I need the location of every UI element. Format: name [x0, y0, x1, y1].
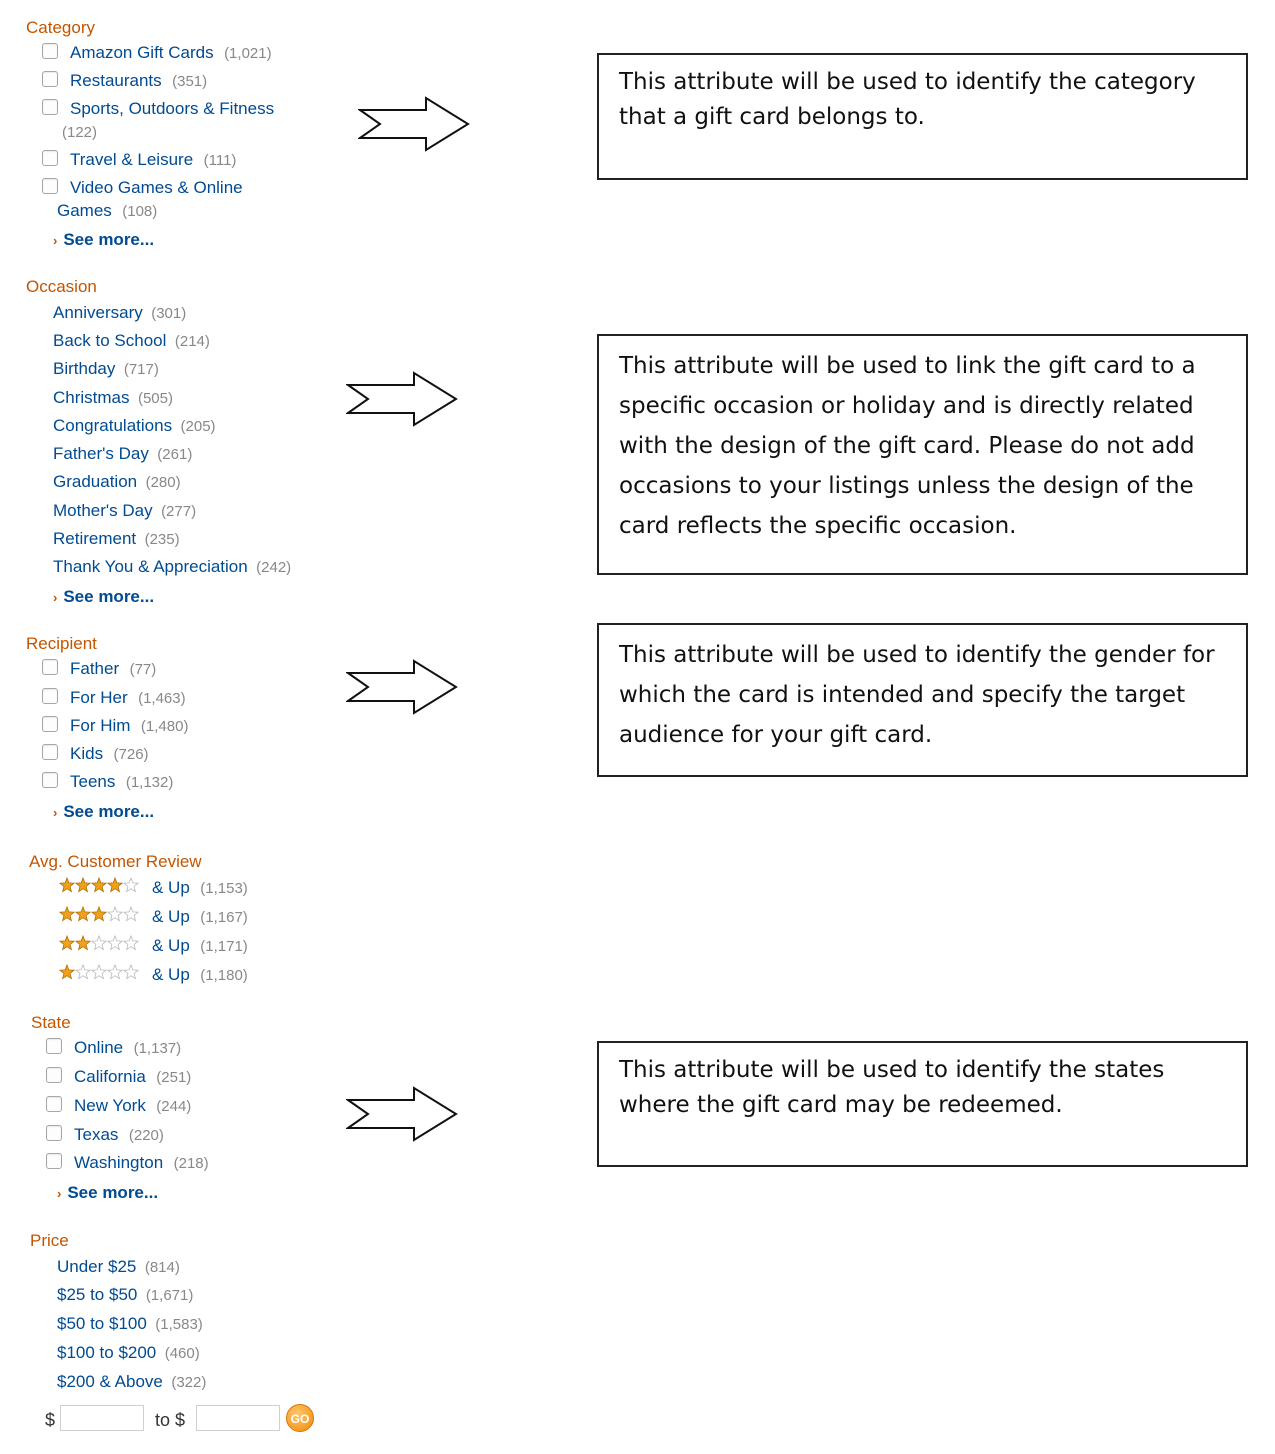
star-rating-icon[interactable]	[59, 935, 139, 951]
go-button[interactable]: GO	[286, 1404, 314, 1432]
annotation-line: audience for your gift card.	[619, 722, 933, 748]
item-label[interactable]: Restaurants	[70, 71, 162, 90]
see-more-link[interactable]: See more...	[63, 802, 155, 821]
item-count: (726)	[113, 746, 149, 763]
item-label[interactable]: Christmas	[53, 388, 130, 407]
item-count: (814)	[144, 1259, 180, 1276]
item-count: (1,132)	[125, 774, 174, 791]
right-arrow-icon	[358, 96, 472, 152]
star-filled-icon	[76, 907, 90, 921]
occasion-item-birthday[interactable]	[53, 359, 159, 379]
star-filled-icon	[92, 878, 106, 892]
state-item-new-york[interactable]	[74, 1096, 191, 1116]
recipient-item-for-him[interactable]	[70, 716, 188, 736]
item-label[interactable]: & Up	[152, 878, 190, 897]
star-filled-icon	[60, 936, 74, 950]
item-label[interactable]: Thank You & Appreciation	[53, 557, 248, 576]
item-count: (1,153)	[200, 880, 248, 897]
recipient-annotation-box	[597, 623, 1248, 777]
annotation-line: occasions to your listings unless the design of the	[619, 473, 1194, 499]
star-empty-icon	[92, 965, 106, 979]
checkbox[interactable]	[42, 688, 58, 704]
star-filled-icon	[60, 907, 74, 921]
star-filled-icon	[60, 965, 74, 979]
recipient-item-for-her[interactable]	[70, 688, 186, 708]
annotation-line: This attribute will be used to link the gift card to a	[619, 353, 1196, 379]
chevron-right-icon: ›	[53, 590, 58, 605]
price-item-25-to-50[interactable]	[57, 1285, 193, 1305]
star-empty-icon	[92, 936, 106, 950]
item-count: (277)	[161, 503, 197, 520]
item-count: (261)	[157, 446, 193, 463]
category-item-amazon-gift-cards[interactable]	[70, 43, 272, 63]
checkbox[interactable]	[46, 1153, 62, 1169]
price-item-100-to-200[interactable]	[57, 1343, 200, 1363]
star-filled-icon	[76, 878, 90, 892]
item-count: (108)	[122, 203, 158, 220]
recipient-see-more[interactable]	[53, 802, 154, 822]
star-rating-icon[interactable]	[59, 877, 139, 893]
item-label[interactable]: $25 to $50	[57, 1285, 138, 1304]
item-label[interactable]: Birthday	[53, 359, 116, 378]
star-empty-icon	[124, 907, 138, 921]
checkbox[interactable]	[42, 178, 58, 194]
star-rating-icon[interactable]	[59, 964, 139, 980]
chevron-right-icon: ›	[53, 805, 58, 820]
category-item-sports[interactable]: Sports, Outdoors & Fitness	[70, 99, 275, 118]
item-count: (111)	[203, 152, 237, 169]
review-item-3-stars[interactable]	[152, 907, 248, 927]
annotation-line: card reflects the specific occasion.	[619, 513, 1017, 539]
occasion-header: Occasion	[26, 277, 97, 296]
item-label[interactable]: Back to School	[53, 331, 167, 350]
item-count: (717)	[123, 361, 159, 378]
item-count: (122)	[62, 124, 98, 141]
item-label[interactable]: Retirement	[53, 529, 137, 548]
checkbox[interactable]	[46, 1096, 62, 1112]
item-label[interactable]: Graduation	[53, 472, 138, 491]
category-item-restaurants[interactable]	[70, 71, 207, 91]
item-count: (1,021)	[224, 45, 272, 62]
state-item-online[interactable]	[74, 1038, 181, 1058]
star-filled-icon	[92, 907, 106, 921]
item-label[interactable]: For Her	[70, 688, 128, 707]
annotation-line: This attribute will be used to identify the category	[619, 69, 1196, 95]
occasion-item-retirement[interactable]	[53, 529, 180, 549]
checkbox[interactable]	[42, 71, 58, 87]
state-header: State	[31, 1013, 71, 1032]
category-item-video-games[interactable]: Video Games & Online	[70, 178, 243, 197]
item-count: (1,463)	[138, 690, 186, 707]
item-label[interactable]: Kids	[70, 744, 104, 763]
item-label[interactable]: Online	[74, 1038, 124, 1057]
item-count: (505)	[137, 390, 173, 407]
item-count: (214)	[174, 333, 210, 350]
occasion-see-more[interactable]	[53, 587, 154, 607]
occasion-item-congratulations[interactable]	[53, 416, 216, 436]
chevron-right-icon: ›	[57, 1186, 62, 1201]
item-count: (205)	[180, 418, 216, 435]
price-item-under-25[interactable]	[57, 1257, 180, 1277]
item-label[interactable]: Games	[57, 201, 112, 220]
item-count: (460)	[164, 1345, 200, 1362]
min-price-input[interactable]	[60, 1405, 144, 1431]
occasion-item-christmas[interactable]	[53, 388, 173, 408]
recipient-header: Recipient	[26, 634, 97, 653]
item-label[interactable]: Amazon Gift Cards	[70, 43, 214, 62]
state-item-california[interactable]	[74, 1067, 191, 1087]
item-label[interactable]: Washington	[74, 1153, 164, 1172]
review-header: Avg. Customer Review	[29, 852, 202, 871]
checkbox[interactable]	[42, 744, 58, 760]
occasion-annotation-box	[597, 334, 1248, 575]
checkbox[interactable]	[42, 150, 58, 166]
item-label[interactable]: For Him	[70, 716, 131, 735]
max-price-input[interactable]	[196, 1405, 280, 1431]
annotation-line: This attribute will be used to identify the gender for	[619, 642, 1215, 668]
checkbox[interactable]	[46, 1125, 62, 1141]
category-annotation-box	[597, 53, 1248, 180]
item-count: (235)	[144, 531, 180, 548]
item-label[interactable]: & Up	[152, 936, 190, 955]
occasion-item-anniversary[interactable]	[53, 303, 186, 323]
price-item-50-to-100[interactable]	[57, 1314, 203, 1334]
item-label[interactable]: New York	[74, 1096, 146, 1115]
review-item-2-stars[interactable]	[152, 936, 248, 956]
item-count: (1,137)	[133, 1040, 182, 1057]
item-count: (351)	[172, 73, 208, 90]
item-label[interactable]: Texas	[74, 1125, 119, 1144]
review-item-4-stars[interactable]	[152, 878, 248, 898]
state-item-texas[interactable]	[74, 1125, 164, 1145]
state-annotation-box	[597, 1041, 1248, 1167]
star-empty-icon	[124, 878, 138, 892]
item-label[interactable]: Anniversary	[53, 303, 143, 322]
item-count: (1,167)	[200, 909, 248, 926]
item-label[interactable]: Father	[70, 659, 120, 678]
review-item-1-star[interactable]	[152, 965, 248, 985]
checkbox[interactable]	[42, 659, 58, 675]
state-see-more[interactable]	[57, 1183, 158, 1203]
right-arrow-icon	[346, 1086, 460, 1142]
item-label[interactable]: Under $25	[57, 1257, 137, 1276]
occasion-item-graduation[interactable]	[53, 472, 181, 492]
category-item-travel-leisure[interactable]	[70, 150, 236, 170]
item-count: (218)	[173, 1155, 209, 1172]
occasion-item-back-to-school[interactable]	[53, 331, 210, 351]
annotation-line: which the card is intended and specify the target	[619, 682, 1186, 708]
item-count: (301)	[151, 305, 187, 322]
right-arrow-icon	[346, 659, 460, 715]
checkbox[interactable]	[42, 772, 58, 788]
star-filled-icon	[60, 878, 74, 892]
item-count: (322)	[171, 1374, 207, 1391]
item-count: (280)	[145, 474, 181, 491]
star-empty-icon	[76, 965, 90, 979]
recipient-item-teens[interactable]	[70, 772, 173, 792]
checkbox[interactable]	[42, 99, 58, 115]
item-label[interactable]: Mother's Day	[53, 501, 153, 520]
star-empty-icon	[124, 936, 138, 950]
checkbox[interactable]	[42, 43, 58, 59]
see-more-link[interactable]: See more...	[63, 230, 155, 249]
item-count: (242)	[256, 559, 292, 576]
annotation-line: This attribute will be used to identify the states	[619, 1057, 1165, 1083]
annotation-line: specific occasion or holiday and is directly related	[619, 393, 1194, 419]
checkbox[interactable]	[46, 1038, 62, 1054]
item-count: (1,671)	[145, 1287, 194, 1304]
star-empty-icon	[124, 965, 138, 979]
item-label[interactable]: Congratulations	[53, 416, 173, 435]
item-label[interactable]: $50 to $100	[57, 1314, 147, 1333]
item-label[interactable]: California	[74, 1067, 146, 1086]
star-empty-icon	[108, 965, 122, 979]
annotation-line: where the gift card may be redeemed.	[619, 1092, 1063, 1118]
item-count: (220)	[128, 1127, 164, 1144]
item-count: (251)	[156, 1069, 192, 1086]
category-item-video-games-line2[interactable]	[57, 201, 157, 221]
checkbox[interactable]	[42, 716, 58, 732]
right-arrow-icon	[346, 371, 460, 427]
item-count: (1,171)	[200, 938, 248, 955]
checkbox[interactable]	[46, 1067, 62, 1083]
see-more-link[interactable]: See more...	[67, 1183, 159, 1202]
item-count: (1,180)	[200, 967, 248, 984]
item-count: (244)	[156, 1098, 192, 1115]
star-rating-icon[interactable]	[59, 906, 139, 922]
state-item-washington[interactable]	[74, 1153, 209, 1173]
item-label[interactable]: Travel & Leisure	[70, 150, 194, 169]
recipient-item-kids[interactable]	[70, 744, 149, 764]
min-price-prefix: $	[45, 1410, 56, 1430]
item-count: (1,583)	[155, 1316, 203, 1333]
occasion-item-fathers-day[interactable]	[53, 444, 192, 464]
chevron-right-icon: ›	[53, 233, 58, 248]
recipient-item-father[interactable]	[70, 659, 156, 679]
item-count: (1,480)	[140, 718, 189, 735]
annotation-line: that a gift card belongs to.	[619, 104, 925, 130]
item-label[interactable]: Father's Day	[53, 444, 149, 463]
star-filled-icon	[108, 878, 122, 892]
star-empty-icon	[108, 936, 122, 950]
star-empty-icon	[108, 907, 122, 921]
price-item-200-above[interactable]	[57, 1372, 206, 1392]
star-filled-icon	[76, 936, 90, 950]
occasion-item-thank-you[interactable]	[53, 557, 291, 577]
item-label[interactable]: Teens	[70, 772, 116, 791]
price-header: Price	[30, 1231, 69, 1250]
item-label[interactable]: & Up	[152, 907, 190, 926]
see-more-link[interactable]: See more...	[63, 587, 155, 606]
max-price-prefix: to $	[155, 1410, 186, 1430]
item-label[interactable]: & Up	[152, 965, 190, 984]
annotation-line: with the design of the gift card. Please do not add	[619, 433, 1195, 459]
item-label[interactable]: $100 to $200	[57, 1343, 157, 1362]
item-label[interactable]: $200 & Above	[57, 1372, 163, 1391]
category-see-more[interactable]	[53, 230, 154, 250]
occasion-item-mothers-day[interactable]	[53, 501, 196, 521]
category-header: Category	[26, 18, 95, 37]
item-count: (77)	[129, 661, 157, 678]
